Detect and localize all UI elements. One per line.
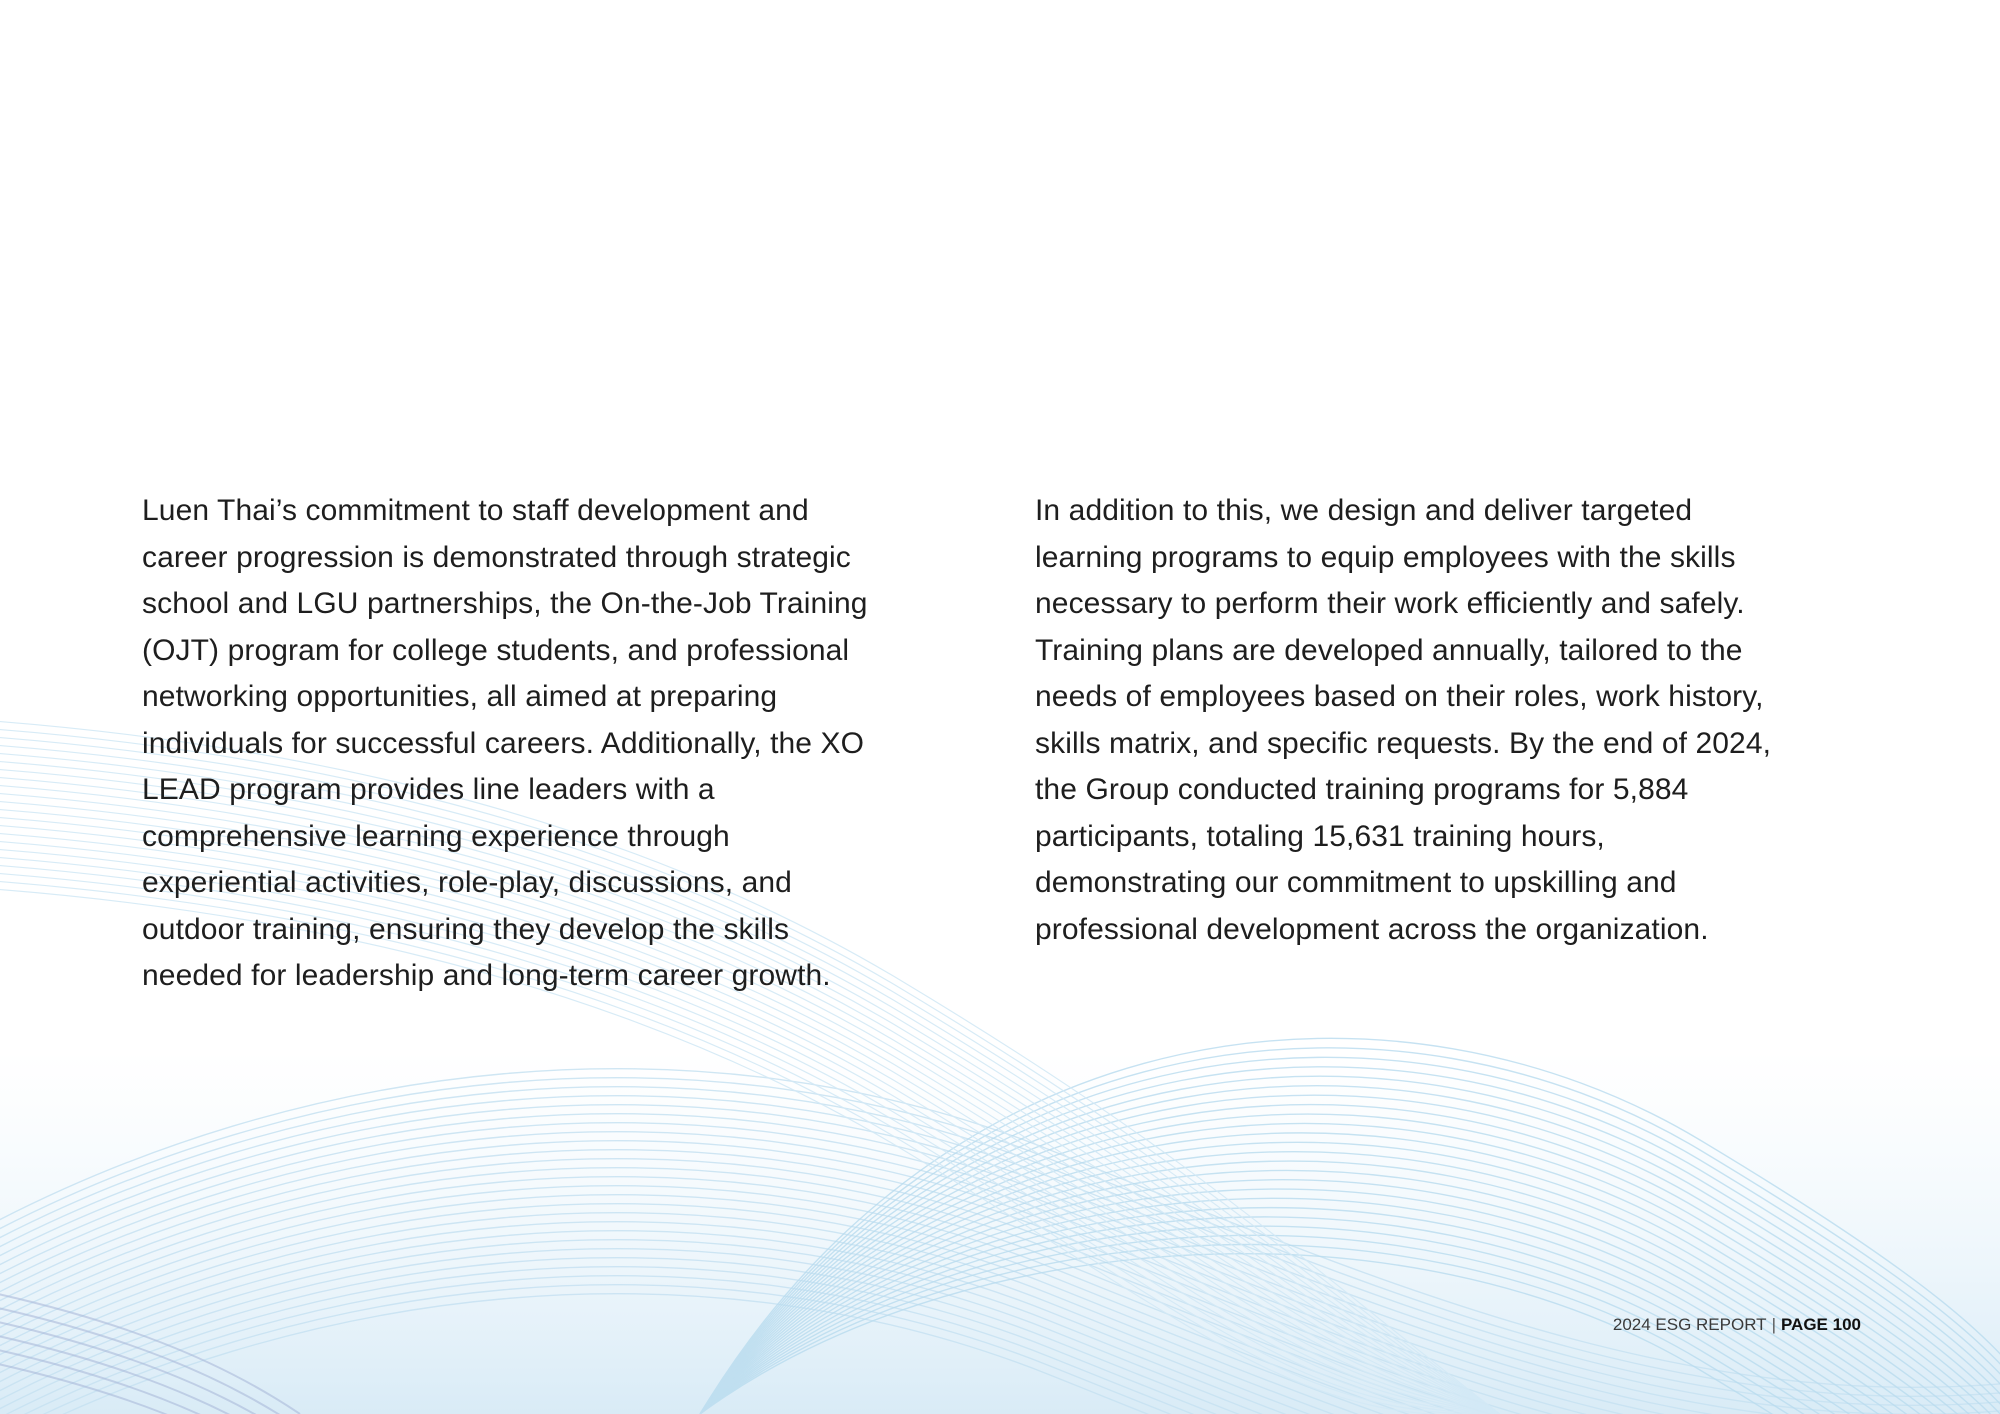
footer-separator: | — [1771, 1315, 1776, 1334]
paragraph-line: the Group conducted training programs for 5,884 — [1035, 773, 1689, 806]
paragraph-line: LEAD program provides line leaders with a — [142, 773, 715, 806]
paragraph-line: skills matrix, and specific requests. By the end of 2024, — [1035, 726, 1772, 760]
paragraph-line: outdoor training, ensuring they develop the skills — [142, 912, 790, 946]
paragraph-line: participants, totaling 15,631 training hours, — [1035, 819, 1605, 853]
paragraph-line: learning programs to equip employees with the skills — [1035, 540, 1736, 574]
paragraph-line: networking opportunities, all aimed at preparing — [142, 680, 778, 713]
paragraph-line: necessary to perform their work efficiently and safely. — [1035, 587, 1745, 620]
body-text-left-column — [142, 488, 942, 1000]
paragraph-line: needs of employees based on their roles, work history, — [1035, 680, 1764, 713]
paragraph-line: individuals for successful careers. Additionally, the XO — [142, 726, 865, 760]
page-footer — [1613, 1315, 1861, 1335]
paragraph-line: In addition to this, we design and deliver targeted — [1035, 494, 1693, 527]
paragraph-line: Luen Thai’s commitment to staff development and — [142, 494, 809, 527]
body-text-right-column — [1035, 488, 1855, 953]
paragraph-line: (OJT) program for college students, and professional — [142, 633, 850, 667]
paragraph-line: school and LGU partnerships, the On-the-Job Training — [142, 587, 868, 620]
paragraph-line: professional development across the organization. — [1035, 912, 1709, 946]
paragraph-line: demonstrating our commitment to upskilling and — [1035, 866, 1677, 899]
paragraph-line: needed for leadership and long-term career growth. — [142, 959, 831, 992]
paragraph-line: career progression is demonstrated through strategic — [142, 540, 851, 574]
report-title: 2024 ESG REPORT — [1612, 1315, 1767, 1334]
page-number: PAGE 100 — [1780, 1315, 1861, 1334]
paragraph-line: experiential activities, role-play, discussions, and — [142, 866, 792, 899]
paragraph-line: Training plans are developed annually, tailored to the — [1035, 633, 1743, 667]
paragraph-line: comprehensive learning experience through — [142, 819, 730, 853]
